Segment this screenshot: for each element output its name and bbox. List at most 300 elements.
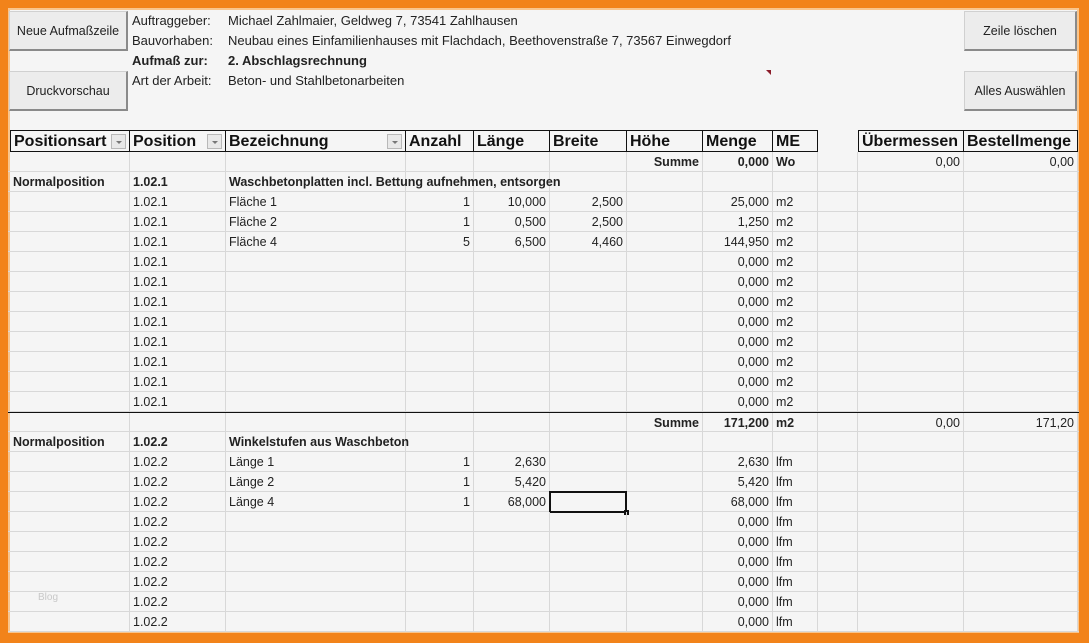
cell-hoehe[interactable]: Summe <box>627 152 703 171</box>
cell-bestellmenge[interactable] <box>964 332 1078 351</box>
cell-uebermessen[interactable] <box>858 572 964 591</box>
cell-bezeichnung[interactable] <box>226 292 406 311</box>
cell-spacer[interactable] <box>818 252 858 271</box>
cell-position[interactable]: 1.02.1 <box>130 172 226 191</box>
cell-anzahl[interactable] <box>406 572 474 591</box>
cell-spacer[interactable] <box>818 272 858 291</box>
cell-anzahl[interactable]: 1 <box>406 492 474 511</box>
cell-position[interactable] <box>130 413 226 431</box>
cell-uebermessen[interactable]: 0,00 <box>858 413 964 431</box>
cell-laenge[interactable] <box>474 332 550 351</box>
cell-laenge[interactable]: 0,500 <box>474 212 550 231</box>
cell-menge[interactable]: 0,000 <box>703 512 773 531</box>
cell-positionsart[interactable] <box>10 352 130 371</box>
cell-breite[interactable] <box>550 332 627 351</box>
cell-anzahl[interactable] <box>406 392 474 411</box>
cell-hoehe[interactable] <box>627 392 703 411</box>
cell-laenge[interactable] <box>474 392 550 411</box>
cell-position[interactable]: 1.02.1 <box>130 372 226 391</box>
cell-me[interactable]: m2 <box>773 352 818 371</box>
cell-anzahl[interactable] <box>406 552 474 571</box>
cell-anzahl[interactable] <box>406 592 474 611</box>
cell-bezeichnung[interactable]: Fläche 4 <box>226 232 406 251</box>
cell-position[interactable]: 1.02.2 <box>130 472 226 491</box>
cell-bestellmenge[interactable] <box>964 172 1078 191</box>
header-uebermessen[interactable]: Übermessen <box>858 130 964 152</box>
cell-menge[interactable] <box>703 432 773 451</box>
cell-menge[interactable]: 0,000 <box>703 292 773 311</box>
cell-bestellmenge[interactable] <box>964 492 1078 511</box>
cell-me[interactable]: m2 <box>773 192 818 211</box>
filter-dropdown-icon[interactable] <box>387 134 402 149</box>
cell-anzahl[interactable]: 1 <box>406 472 474 491</box>
cell-bezeichnung[interactable] <box>226 572 406 591</box>
cell-bezeichnung[interactable]: Fläche 2 <box>226 212 406 231</box>
cell-uebermessen[interactable] <box>858 252 964 271</box>
cell-menge[interactable]: 0,000 <box>703 552 773 571</box>
print-preview-button[interactable]: Druckvorschau <box>9 71 128 111</box>
cell-spacer[interactable] <box>818 432 858 451</box>
cell-bestellmenge[interactable] <box>964 592 1078 611</box>
cell-spacer[interactable] <box>818 413 858 431</box>
cell-hoehe[interactable] <box>627 572 703 591</box>
cell-hoehe[interactable] <box>627 172 703 191</box>
cell-anzahl[interactable] <box>406 352 474 371</box>
cell-me[interactable]: m2 <box>773 413 818 431</box>
cell-breite[interactable] <box>550 292 627 311</box>
cell-uebermessen[interactable] <box>858 392 964 411</box>
cell-menge[interactable]: 68,000 <box>703 492 773 511</box>
cell-position[interactable]: 1.02.1 <box>130 212 226 231</box>
cell-positionsart[interactable] <box>10 612 130 631</box>
cell-positionsart[interactable] <box>10 252 130 271</box>
cell-positionsart[interactable] <box>10 592 130 611</box>
cell-me[interactable]: m2 <box>773 232 818 251</box>
cell-me[interactable]: lfm <box>773 492 818 511</box>
cell-positionsart[interactable] <box>10 192 130 211</box>
cell-position[interactable]: 1.02.1 <box>130 352 226 371</box>
cell-breite[interactable] <box>550 272 627 291</box>
cell-bezeichnung[interactable] <box>226 272 406 291</box>
header-laenge[interactable]: Länge <box>474 130 550 152</box>
cell-me[interactable]: Wo <box>773 152 818 171</box>
cell-menge[interactable]: 0,000 <box>703 312 773 331</box>
cell-anzahl[interactable] <box>406 612 474 631</box>
cell-laenge[interactable] <box>474 152 550 171</box>
cell-laenge[interactable] <box>474 292 550 311</box>
cell-bestellmenge[interactable] <box>964 292 1078 311</box>
cell-spacer[interactable] <box>818 392 858 411</box>
cell-bestellmenge[interactable] <box>964 612 1078 631</box>
cell-hoehe[interactable] <box>627 492 703 511</box>
cell-laenge[interactable]: 68,000 <box>474 492 550 511</box>
cell-bestellmenge[interactable] <box>964 252 1078 271</box>
cell-position[interactable]: 1.02.1 <box>130 392 226 411</box>
cell-bezeichnung[interactable] <box>226 152 406 171</box>
cell-breite[interactable] <box>550 452 627 471</box>
cell-positionsart[interactable] <box>10 232 130 251</box>
cell-hoehe[interactable] <box>627 212 703 231</box>
cell-hoehe[interactable] <box>627 272 703 291</box>
cell-anzahl[interactable] <box>406 432 474 451</box>
cell-anzahl[interactable] <box>406 272 474 291</box>
cell-breite[interactable] <box>550 152 627 171</box>
cell-me[interactable]: lfm <box>773 592 818 611</box>
cell-menge[interactable]: 0,000 <box>703 532 773 551</box>
cell-breite[interactable] <box>550 352 627 371</box>
cell-anzahl[interactable] <box>406 292 474 311</box>
cell-hoehe[interactable]: Summe <box>627 413 703 431</box>
cell-hoehe[interactable] <box>627 512 703 531</box>
cell-uebermessen[interactable] <box>858 352 964 371</box>
cell-menge[interactable]: 0,000 <box>703 332 773 351</box>
cell-menge[interactable]: 0,000 <box>703 592 773 611</box>
cell-position[interactable]: 1.02.1 <box>130 252 226 271</box>
cell-bezeichnung[interactable] <box>226 413 406 431</box>
cell-breite[interactable] <box>550 392 627 411</box>
cell-position[interactable]: 1.02.1 <box>130 332 226 351</box>
cell-laenge[interactable]: 6,500 <box>474 232 550 251</box>
cell-anzahl[interactable]: 1 <box>406 192 474 211</box>
cell-bezeichnung[interactable]: Länge 1 <box>226 452 406 471</box>
cell-spacer[interactable] <box>818 552 858 571</box>
cell-spacer[interactable] <box>818 512 858 531</box>
cell-positionsart[interactable] <box>10 452 130 471</box>
cell-bezeichnung[interactable] <box>226 352 406 371</box>
cell-hoehe[interactable] <box>627 352 703 371</box>
cell-anzahl[interactable]: 1 <box>406 212 474 231</box>
cell-laenge[interactable]: 2,630 <box>474 452 550 471</box>
cell-spacer[interactable] <box>818 592 858 611</box>
cell-anzahl[interactable] <box>406 332 474 351</box>
cell-menge[interactable]: 0,000 <box>703 252 773 271</box>
cell-breite[interactable] <box>550 532 627 551</box>
cell-menge[interactable]: 0,000 <box>703 352 773 371</box>
cell-bezeichnung[interactable] <box>226 612 406 631</box>
cell-hoehe[interactable] <box>627 452 703 471</box>
cell-positionsart[interactable] <box>10 332 130 351</box>
cell-positionsart[interactable]: Normalposition <box>10 432 130 451</box>
cell-positionsart[interactable] <box>10 532 130 551</box>
cell-position[interactable]: 1.02.1 <box>130 192 226 211</box>
cell-laenge[interactable] <box>474 592 550 611</box>
cell-position[interactable]: 1.02.2 <box>130 572 226 591</box>
cell-me[interactable]: m2 <box>773 292 818 311</box>
cell-bestellmenge[interactable] <box>964 432 1078 451</box>
cell-uebermessen[interactable] <box>858 292 964 311</box>
cell-hoehe[interactable] <box>627 612 703 631</box>
cell-anzahl[interactable] <box>406 152 474 171</box>
cell-anzahl[interactable]: 1 <box>406 452 474 471</box>
cell-uebermessen[interactable] <box>858 512 964 531</box>
cell-position[interactable]: 1.02.1 <box>130 292 226 311</box>
cell-position[interactable]: 1.02.2 <box>130 432 226 451</box>
cell-me[interactable]: m2 <box>773 312 818 331</box>
cell-bestellmenge[interactable]: 171,20 <box>964 413 1078 431</box>
cell-bezeichnung[interactable]: Fläche 1 <box>226 192 406 211</box>
header-bezeichnung[interactable] <box>226 130 406 152</box>
cell-bestellmenge[interactable] <box>964 452 1078 471</box>
cell-positionsart[interactable] <box>10 372 130 391</box>
cell-bezeichnung[interactable]: Länge 4 <box>226 492 406 511</box>
cell-spacer[interactable] <box>818 152 858 171</box>
cell-position[interactable]: 1.02.2 <box>130 512 226 531</box>
cell-laenge[interactable] <box>474 272 550 291</box>
cell-bezeichnung[interactable] <box>226 392 406 411</box>
cell-menge[interactable]: 25,000 <box>703 192 773 211</box>
cell-menge[interactable]: 0,000 <box>703 612 773 631</box>
cell-me[interactable]: lfm <box>773 532 818 551</box>
cell-bezeichnung[interactable] <box>226 512 406 531</box>
cell-bestellmenge[interactable] <box>964 372 1078 391</box>
cell-menge[interactable]: 1,250 <box>703 212 773 231</box>
filter-dropdown-icon[interactable] <box>207 134 222 149</box>
comment-indicator-icon[interactable] <box>766 70 771 75</box>
cell-me[interactable]: m2 <box>773 272 818 291</box>
cell-position[interactable]: 1.02.1 <box>130 232 226 251</box>
cell-position[interactable]: 1.02.2 <box>130 452 226 471</box>
cell-spacer[interactable] <box>818 292 858 311</box>
cell-me[interactable]: m2 <box>773 332 818 351</box>
cell-uebermessen[interactable] <box>858 532 964 551</box>
cell-spacer[interactable] <box>818 172 858 191</box>
cell-hoehe[interactable] <box>627 252 703 271</box>
header-positionsart[interactable] <box>10 130 130 152</box>
cell-uebermessen[interactable] <box>858 312 964 331</box>
cell-breite[interactable] <box>550 592 627 611</box>
cell-spacer[interactable] <box>818 192 858 211</box>
cell-breite[interactable] <box>550 572 627 591</box>
cell-laenge[interactable] <box>474 312 550 331</box>
cell-bezeichnung[interactable] <box>226 332 406 351</box>
cell-anzahl[interactable] <box>406 312 474 331</box>
header-hoehe[interactable]: Höhe <box>627 130 703 152</box>
header-position[interactable] <box>130 130 226 152</box>
new-row-button[interactable]: Neue Aufmaßzeile <box>9 11 128 51</box>
cell-laenge[interactable] <box>474 612 550 631</box>
cell-breite[interactable] <box>550 172 627 191</box>
cell-laenge[interactable] <box>474 512 550 531</box>
cell-breite[interactable] <box>550 252 627 271</box>
cell-laenge[interactable] <box>474 252 550 271</box>
cell-bestellmenge[interactable] <box>964 392 1078 411</box>
cell-me[interactable]: m2 <box>773 372 818 391</box>
cell-spacer[interactable] <box>818 492 858 511</box>
cell-breite[interactable] <box>550 472 627 491</box>
cell-uebermessen[interactable]: 0,00 <box>858 152 964 171</box>
cell-position[interactable]: 1.02.2 <box>130 592 226 611</box>
cell-me[interactable]: m2 <box>773 212 818 231</box>
cell-position[interactable]: 1.02.1 <box>130 272 226 291</box>
cell-uebermessen[interactable] <box>858 452 964 471</box>
cell-spacer[interactable] <box>818 452 858 471</box>
cell-anzahl[interactable]: 5 <box>406 232 474 251</box>
cell-bestellmenge[interactable] <box>964 352 1078 371</box>
cell-bestellmenge[interactable] <box>964 192 1078 211</box>
cell-bezeichnung[interactable] <box>226 592 406 611</box>
cell-menge[interactable]: 0,000 <box>703 272 773 291</box>
cell-menge[interactable]: 0,000 <box>703 152 773 171</box>
cell-position[interactable]: 1.02.2 <box>130 552 226 571</box>
cell-spacer[interactable] <box>818 312 858 331</box>
cell-position[interactable]: 1.02.2 <box>130 612 226 631</box>
cell-uebermessen[interactable] <box>858 232 964 251</box>
cell-me[interactable]: m2 <box>773 252 818 271</box>
cell-menge[interactable]: 144,950 <box>703 232 773 251</box>
cell-breite[interactable]: 2,500 <box>550 212 627 231</box>
cell-positionsart[interactable] <box>10 312 130 331</box>
cell-me[interactable]: lfm <box>773 472 818 491</box>
cell-positionsart[interactable] <box>10 572 130 591</box>
cell-positionsart[interactable] <box>10 512 130 531</box>
cell-breite[interactable] <box>550 612 627 631</box>
cell-positionsart[interactable] <box>10 292 130 311</box>
cell-positionsart[interactable] <box>10 152 130 171</box>
cell-bestellmenge[interactable] <box>964 212 1078 231</box>
cell-spacer[interactable] <box>818 212 858 231</box>
filter-dropdown-icon[interactable] <box>111 134 126 149</box>
cell-menge[interactable]: 0,000 <box>703 572 773 591</box>
cell-positionsart[interactable] <box>10 492 130 511</box>
cell-breite[interactable] <box>550 552 627 571</box>
cell-laenge[interactable] <box>474 413 550 431</box>
cell-uebermessen[interactable] <box>858 372 964 391</box>
cell-hoehe[interactable] <box>627 332 703 351</box>
cell-laenge[interactable] <box>474 372 550 391</box>
cell-anzahl[interactable] <box>406 252 474 271</box>
cell-menge[interactable]: 5,420 <box>703 472 773 491</box>
cell-hoehe[interactable] <box>627 192 703 211</box>
cell-menge[interactable]: 171,200 <box>703 413 773 431</box>
cell-me[interactable] <box>773 432 818 451</box>
active-cell-selection[interactable] <box>549 491 627 513</box>
header-bestellmenge[interactable]: Bestellmenge <box>964 130 1078 152</box>
cell-uebermessen[interactable] <box>858 192 964 211</box>
cell-spacer[interactable] <box>818 352 858 371</box>
cell-laenge[interactable] <box>474 552 550 571</box>
cell-positionsart[interactable] <box>10 272 130 291</box>
cell-breite[interactable] <box>550 512 627 531</box>
cell-bestellmenge[interactable] <box>964 512 1078 531</box>
cell-hoehe[interactable] <box>627 532 703 551</box>
cell-positionsart[interactable]: Normalposition <box>10 172 130 191</box>
cell-breite[interactable] <box>550 432 627 451</box>
cell-breite[interactable] <box>550 413 627 431</box>
cell-breite[interactable]: 2,500 <box>550 192 627 211</box>
cell-positionsart[interactable] <box>10 472 130 491</box>
cell-breite[interactable] <box>550 312 627 331</box>
cell-spacer[interactable] <box>818 372 858 391</box>
cell-hoehe[interactable] <box>627 472 703 491</box>
cell-hoehe[interactable] <box>627 552 703 571</box>
cell-spacer[interactable] <box>818 332 858 351</box>
cell-me[interactable]: lfm <box>773 512 818 531</box>
cell-laenge[interactable] <box>474 532 550 551</box>
cell-positionsart[interactable] <box>10 552 130 571</box>
cell-position[interactable]: 1.02.1 <box>130 312 226 331</box>
cell-me[interactable]: lfm <box>773 572 818 591</box>
cell-bezeichnung[interactable] <box>226 532 406 551</box>
cell-bestellmenge[interactable] <box>964 272 1078 291</box>
cell-bezeichnung[interactable] <box>226 552 406 571</box>
cell-me[interactable]: m2 <box>773 392 818 411</box>
cell-anzahl[interactable] <box>406 413 474 431</box>
cell-uebermessen[interactable] <box>858 432 964 451</box>
cell-breite[interactable]: 4,460 <box>550 232 627 251</box>
measure-value[interactable]: 2. Abschlagsrechnung <box>228 53 367 68</box>
cell-laenge[interactable] <box>474 572 550 591</box>
cell-menge[interactable]: 0,000 <box>703 392 773 411</box>
cell-positionsart[interactable] <box>10 413 130 431</box>
cell-spacer[interactable] <box>818 232 858 251</box>
cell-uebermessen[interactable] <box>858 592 964 611</box>
cell-menge[interactable]: 2,630 <box>703 452 773 471</box>
cell-uebermessen[interactable] <box>858 172 964 191</box>
cell-spacer[interactable] <box>818 572 858 591</box>
cell-laenge[interactable]: 5,420 <box>474 472 550 491</box>
cell-bestellmenge[interactable] <box>964 572 1078 591</box>
cell-laenge[interactable] <box>474 352 550 371</box>
cell-me[interactable]: lfm <box>773 612 818 631</box>
cell-uebermessen[interactable] <box>858 492 964 511</box>
cell-anzahl[interactable] <box>406 532 474 551</box>
cell-bezeichnung[interactable] <box>226 372 406 391</box>
cell-bestellmenge[interactable] <box>964 552 1078 571</box>
cell-positionsart[interactable] <box>10 392 130 411</box>
cell-anzahl[interactable] <box>406 512 474 531</box>
header-anzahl[interactable]: Anzahl <box>406 130 474 152</box>
cell-bestellmenge[interactable] <box>964 232 1078 251</box>
cell-uebermessen[interactable] <box>858 272 964 291</box>
cell-hoehe[interactable] <box>627 432 703 451</box>
header-menge[interactable]: Menge <box>703 130 773 152</box>
project-value[interactable]: Neubau eines Einfamilienhauses mit Flachdach, Beethovenstraße 7, 73567 Einwegdorf <box>228 33 731 48</box>
cell-uebermessen[interactable] <box>858 212 964 231</box>
cell-positionsart[interactable] <box>10 212 130 231</box>
cell-hoehe[interactable] <box>627 312 703 331</box>
header-breite[interactable]: Breite <box>550 130 627 152</box>
header-me[interactable]: ME <box>773 130 818 152</box>
cell-bezeichnung[interactable] <box>226 312 406 331</box>
cell-breite[interactable] <box>550 372 627 391</box>
client-value[interactable]: Michael Zahlmaier, Geldweg 7, 73541 Zahlhausen <box>228 13 518 28</box>
cell-hoehe[interactable] <box>627 232 703 251</box>
cell-hoehe[interactable] <box>627 292 703 311</box>
cell-spacer[interactable] <box>818 472 858 491</box>
cell-anzahl[interactable] <box>406 372 474 391</box>
cell-uebermessen[interactable] <box>858 332 964 351</box>
cell-bezeichnung[interactable]: Waschbetonplatten incl. Bettung aufnehmen, entsorgen <box>226 172 406 191</box>
cell-menge[interactable]: 0,000 <box>703 372 773 391</box>
cell-uebermessen[interactable] <box>858 612 964 631</box>
cell-me[interactable]: lfm <box>773 552 818 571</box>
cell-position[interactable]: 1.02.2 <box>130 532 226 551</box>
cell-bezeichnung[interactable] <box>226 252 406 271</box>
cell-bestellmenge[interactable] <box>964 312 1078 331</box>
work-value[interactable]: Beton- und Stahlbetonarbeiten <box>228 73 405 88</box>
cell-bezeichnung[interactable]: Länge 2 <box>226 472 406 491</box>
delete-row-button[interactable]: Zeile löschen <box>964 11 1077 51</box>
cell-menge[interactable] <box>703 172 773 191</box>
cell-laenge[interactable] <box>474 432 550 451</box>
cell-me[interactable]: lfm <box>773 452 818 471</box>
cell-uebermessen[interactable] <box>858 552 964 571</box>
cell-me[interactable] <box>773 172 818 191</box>
cell-spacer[interactable] <box>818 532 858 551</box>
cell-bestellmenge[interactable]: 0,00 <box>964 152 1078 171</box>
cell-uebermessen[interactable] <box>858 472 964 491</box>
cell-laenge[interactable]: 10,000 <box>474 192 550 211</box>
